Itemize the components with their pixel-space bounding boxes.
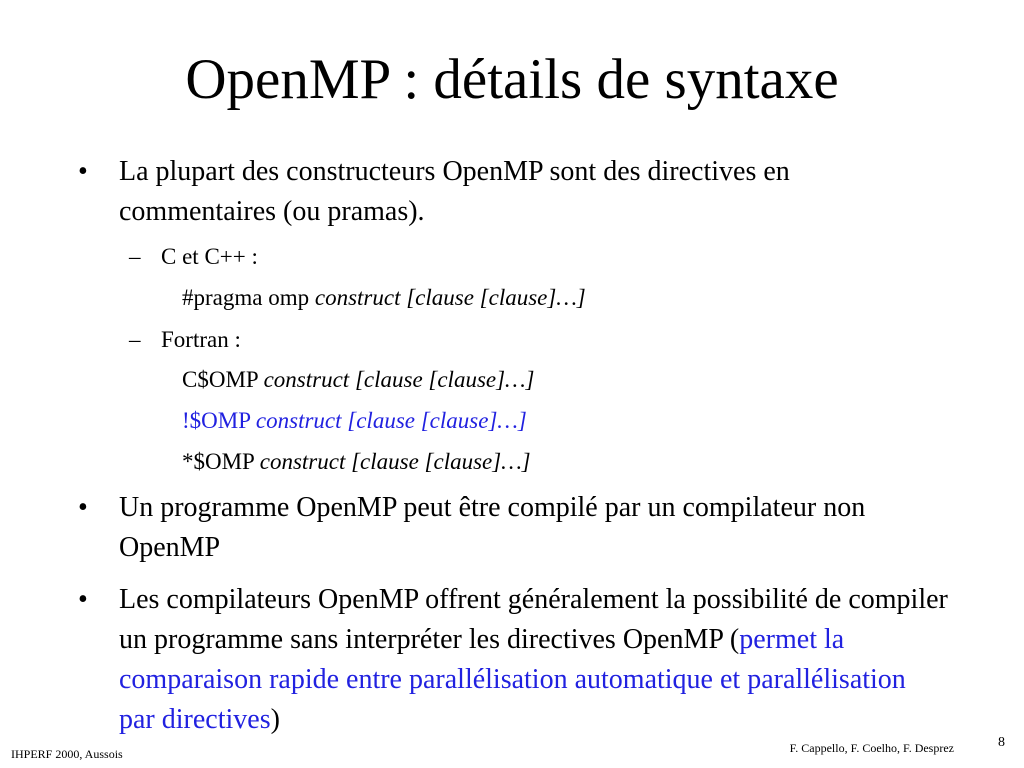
code-syntax: construct [clause [clause]…] [255, 408, 527, 433]
bullet-text-main: Les compilateurs OpenMP offrent généralement la possibilité de compiler un programme sans interpréter les directives OpenMP ( [119, 584, 948, 655]
bullet-item-directives [78, 152, 948, 232]
footer-authors: F. Cappello, F. Coelho, F. Desprez [789, 741, 954, 755]
dash-marker: – [129, 327, 141, 352]
footer-event: IHPERF 2000, Aussois [11, 747, 123, 761]
code-line-pragma [182, 282, 586, 314]
code-prefix: !$OMP [182, 408, 256, 433]
slide-title: OpenMP : détails de syntaxe [185, 48, 839, 111]
sub-item-fortran [129, 324, 241, 356]
sub-item-label: C et C++ : [161, 244, 258, 269]
bullet-marker: • [78, 492, 88, 523]
code-prefix: #pragma omp [182, 285, 315, 310]
code-prefix: C$OMP [182, 367, 264, 392]
bullet-text: La plupart des constructeurs OpenMP sont des directives en commentaires (ou pramas). [119, 156, 790, 227]
code-prefix: *$OMP [182, 449, 260, 474]
dash-marker: – [129, 244, 141, 269]
code-line-c-omp [182, 364, 534, 396]
bullet-item-compilation [78, 488, 948, 568]
bullet-text: Un programme OpenMP peut être compilé par un compilateur non OpenMP [119, 492, 866, 563]
page-number: 8 [998, 735, 1005, 750]
code-syntax: construct [clause [clause]…] [259, 449, 531, 474]
code-line-bang-omp [182, 405, 527, 437]
bullet-marker: • [78, 156, 88, 187]
bullet-marker: • [78, 584, 88, 615]
code-line-star-omp [182, 446, 531, 478]
code-syntax: construct [clause [clause]…] [263, 367, 535, 392]
code-syntax: construct [clause [clause]…] [314, 285, 586, 310]
sub-item-c-cpp [129, 241, 258, 273]
bullet-text-closing: ) [270, 704, 280, 735]
sub-item-label: Fortran : [161, 327, 241, 352]
bullet-text [119, 580, 948, 740]
bullet-text-highlight: permet la comparaison rapide entre parallélisation automatique et parallélisation par directives [119, 624, 906, 735]
bullet-item-compilers [78, 580, 948, 740]
